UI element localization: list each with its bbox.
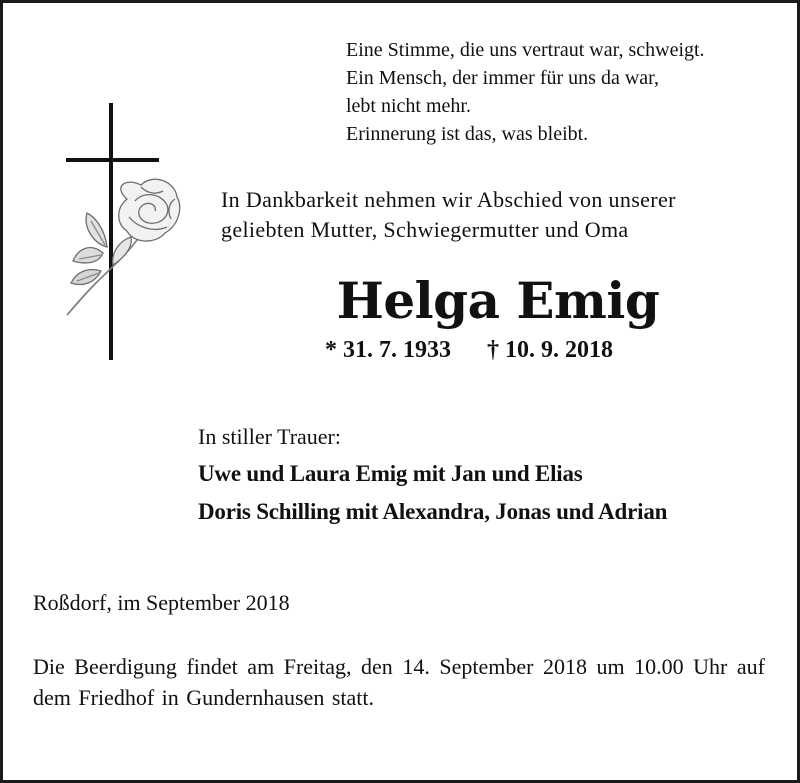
mourner-family: Doris Schilling mit Alexandra, Jonas und Adrian [198, 499, 668, 524]
birth-date: * 31. 7. 1933 [325, 337, 451, 363]
place-date: Roßdorf, im September 2018 [33, 590, 290, 615]
rose-icon [67, 179, 180, 315]
intro-line: In Dankbarkeit nehmen wir Abschied von unserer [221, 187, 676, 212]
poem-line: lebt nicht mehr. [346, 95, 471, 117]
life-dates [325, 335, 613, 365]
farewell-intro [221, 185, 781, 245]
mourner-family: Uwe und Laura Emig mit Jan und Elias [198, 461, 583, 486]
mourners-list [198, 455, 667, 531]
poem-line: Ein Mensch, der immer für uns da war, [346, 67, 659, 89]
death-date: † 10. 9. 2018 [487, 337, 613, 363]
cross-with-rose [43, 101, 193, 363]
memorial-poem [346, 36, 705, 148]
intro-line: geliebten Mutter, Schwiegermutter und Oma [221, 217, 629, 242]
poem-line: Erinnerung ist das, was bleibt. [346, 123, 589, 145]
poem-line: Eine Stimme, die uns vertraut war, schweigt. [346, 39, 705, 61]
mourning-label: In stiller Trauer: [198, 424, 341, 449]
funeral-notice: Die Beerdigung findet am Freitag, den 14. September 2018 um 10.00 Uhr auf dem Friedhof in Gundernhausen statt. [33, 654, 765, 710]
deceased-name: Helga Emig [336, 271, 660, 330]
